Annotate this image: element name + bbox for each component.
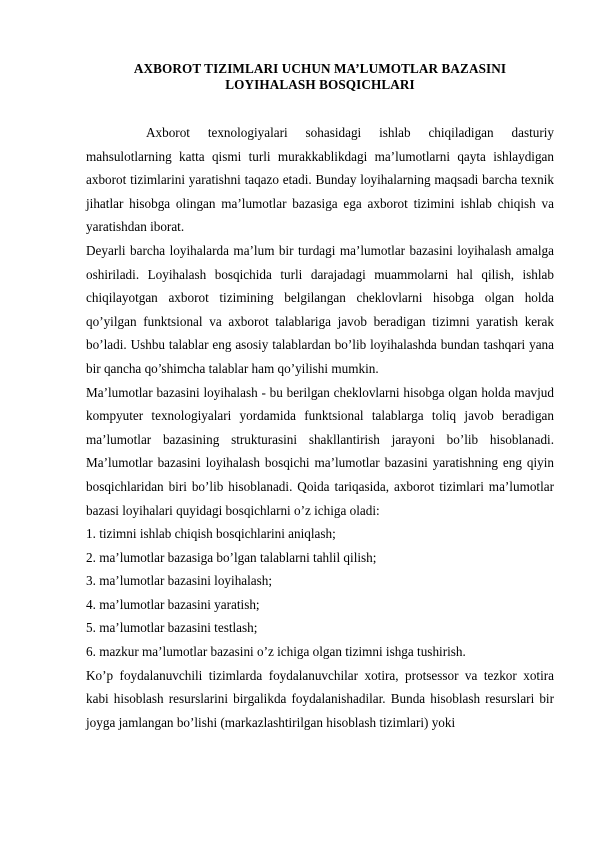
title-line-1: AXBOROT TIZIMLARI UCHUN MA’LUMOTLAR BAZASINI <box>133 61 507 76</box>
list-item: 4. ma’lumotlar bazasini yaratish; <box>86 596 260 612</box>
document-body <box>86 121 554 734</box>
list-item: 1. tizimni ishlab chiqish bosqichlarini aniqlash; <box>86 526 336 542</box>
paragraph-design-overview: Deyarli barcha loyihalarda ma’lum bir turdagi ma’lumotlar bazasini loyihalash amalga oshiriladi. Loyihalash bosqichida turli darajadagi muammolarni hal qilish, ishlab chiqilayotgan axborot tizimining belgilangan cheklovlarni hisobga olgan holda qo’yilgan funktsional va axborot talablariga javob beradigan tizimni yaratish kerak bo’ladi. Ushbu talablar eng asosiy talablardan bo’lib loyihalashda bundan tashqari yana bir qancha qo’shimcha talablar ham qo’yilishi mumkin. <box>86 242 554 376</box>
paragraph-multiuser: Ko’p foydalanuvchili tizimlarda foydalanuvchilar xotira, protsessor va tezkor xotira kabi hisoblash resurslarini birgalikda foydalanishadilar. Bunda hisoblash resurslari bir joyga jamlangan bo’lishi (markazlashtirilgan hisoblash tizimlari) yoki <box>86 667 554 730</box>
list-item: 3. ma’lumotlar bazasini loyihalash; <box>86 573 273 589</box>
paragraph-definition: Ma’lumotlar bazasini loyihalash - bu berilgan cheklovlarni hisobga olgan holda mavjud kompyuter texnologiyalari yordamida funktsional talablarga toliq javob beradigan ma’lumotlar bazasining strukturasini shakllantirish jarayoni bo’lib hisoblanadi. Ma’lumotlar bazasini loyihalash bosqichi ma’lumotlar bazasini yaratishning eng qiyin bosqichlaridan biri bo’lib hisoblanadi. Qoida tariqasida, axborot tizimlari ma’lumotlar bazasi loyihalari quyidagi bosqichlarni o’z ichiga oladi: <box>86 384 554 518</box>
list-item: 6. mazkur ma’lumotlar bazasini o’z ichiga olgan tizimni ishga tushirish. <box>86 644 466 660</box>
list-item: 5. ma’lumotlar bazasini testlash; <box>86 620 258 636</box>
document-title <box>86 61 554 93</box>
stages-list <box>86 522 554 664</box>
list-item: 2. ma’lumotlar bazasiga bo’lgan talablarni tahlil qilish; <box>86 549 377 565</box>
paragraph-intro: Axborot texnologiyalari sohasidagi ishlab chiqiladigan dasturiy mahsulotlarning katta qismi turli murakkablikdagi ma’lumotlarni qayta ishlaydigan axborot tizimlarini yaratishni taqazo etadi. Bunday loyihalarning maqsadi barcha texnik jihatlar hisobga olingan ma’lumotlar bazasiga ega axborot tizimini ishlab chiqish va yaratishdan iborat. <box>86 125 554 235</box>
title-line-2: LOYIHALASH BOSQICHLARI <box>225 77 415 92</box>
